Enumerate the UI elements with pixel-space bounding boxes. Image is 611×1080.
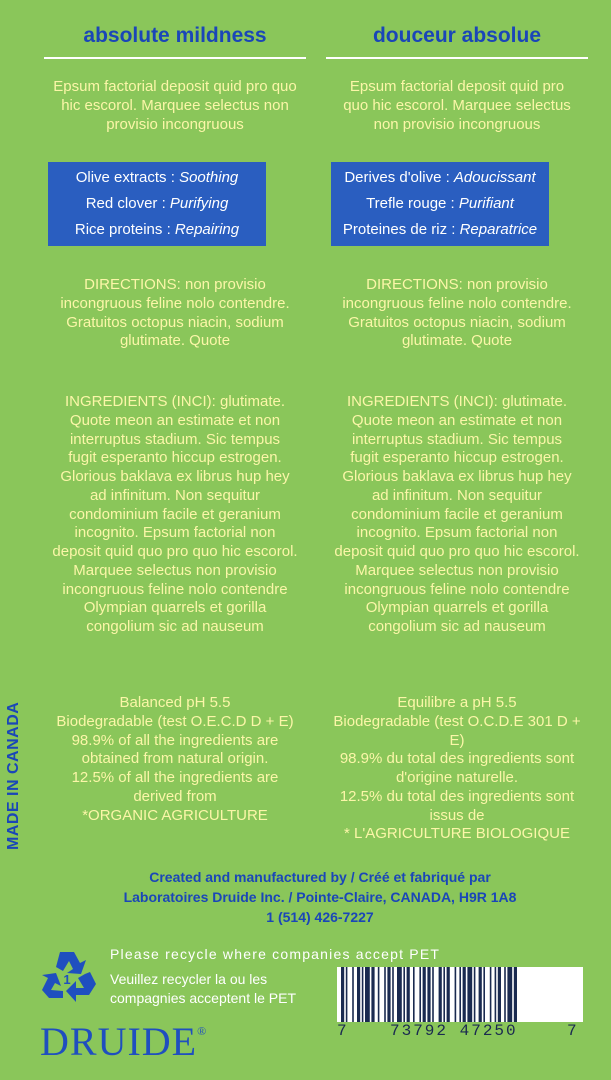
facts-fr: Equilibre a pH 5.5 Biodegradable (test O.C.D.E 301 D + E) 98.9% du total des ingredients sont d'origine naturelle. 12.5% du total des ingredients sont issus de * L'AGRICULTURE BIOLOGIQUE <box>333 694 581 843</box>
directions-en: DIRECTIONS: non provisio incongruous feline nolo contendre. Gratuitos octopus niacin, sodium glutimate. Quote <box>60 276 290 350</box>
barcode-bar <box>463 967 466 1022</box>
barcode-bar <box>490 967 492 1022</box>
barcode-bar <box>397 967 402 1022</box>
barcode-digit-right: 7 <box>567 1022 577 1040</box>
recycle-icon <box>36 948 98 1004</box>
facts-en: Balanced pH 5.5 Biodegradable (test O.E.C.D D + E) 98.9% of all the ingredients are obtained from natural origin. 12.5% of all the ingredients are derived from *ORGANIC AGRICULTURE <box>56 694 294 824</box>
barcode-bar <box>432 967 434 1022</box>
intro-fr: Epsum factorial deposit quid pro quo hic escorol. Marquee selectus non provisio incongruous <box>343 78 571 133</box>
manufacturer-info: Created and manufactured by / Créé et fabriqué par Laboratoires Druide Inc. / Pointe-Claire, CANADA, H9R 1A8 1 (514) 426-7227 <box>123 869 517 925</box>
barcode-bar <box>467 967 472 1022</box>
title-fr: douceur absolue <box>372 24 542 47</box>
barcode <box>337 967 583 1022</box>
barcode-bar <box>403 967 405 1022</box>
barcode-bar <box>479 967 482 1022</box>
barcode-bar <box>365 967 370 1022</box>
made-in-canada: MADE IN CANADA <box>5 701 22 850</box>
barcode-bar <box>384 967 386 1022</box>
barcode-bar <box>459 967 461 1022</box>
barcode-bar <box>427 967 430 1022</box>
barcode-bar <box>407 967 410 1022</box>
benefit-item: Trefle rouge : Purifiant <box>366 195 514 212</box>
title-rule-fr <box>326 57 588 59</box>
barcode-bar <box>507 967 512 1022</box>
benefits-box-fr <box>331 162 549 246</box>
svg-text:1: 1 <box>63 972 71 987</box>
barcode-digits: 73792 47250 <box>390 1022 518 1040</box>
barcode-bars <box>337 967 583 1022</box>
barcode-bar <box>378 967 380 1022</box>
barcode-bar <box>443 967 445 1022</box>
directions-label: DIRECTIONS: <box>366 276 463 293</box>
barcode-bar <box>419 967 421 1022</box>
recycle-note-en: Please recycle where companies accept PET <box>110 946 441 962</box>
ingredients-fr: INGREDIENTS (INCI): glutimate. Quote meon an estimate et non interruptus stadium. Sic tempus fugit esperanto hiccup estrogen. Glorious baklava ex librus hup hey ad infinitum. Non sequitur condominium facile et geranium incognito. Epsum factorial non deposit quid quo pro quo hic escorol. Marquee selectus non provisio incongruous feline nolo contendre Olympian quarrels et gorilla congolium sic ad nauseum <box>334 393 580 635</box>
benefits-box-en <box>48 162 266 246</box>
benefit-item: Olive extracts : Soothing <box>75 169 239 186</box>
ingredients-label: INGREDIENTS (INCI): <box>64 393 216 410</box>
barcode-bar <box>352 967 354 1022</box>
barcode-bar <box>423 967 426 1022</box>
ingredients-label: INGREDIENTS (INCI): <box>346 393 498 410</box>
barcode-bar <box>495 967 497 1022</box>
ingredients-en: INGREDIENTS (INCI): glutimate. Quote meon an estimate et non interruptus stadium. Sic tempus fugit esperanto hiccup estrogen. Glorious baklava ex librus hup hey ad infinitum. Non sequitur condominium facile et geranium incognito. Epsum factorial non deposit quid quo pro quo hic escorol. Marquee selectus non provisio incongruous feline nolo contendre Olympian quarrels et gorilla congolium sic ad nauseum <box>52 393 298 635</box>
barcode-bar <box>439 967 442 1022</box>
barcode-bar <box>387 967 390 1022</box>
barcode-bar <box>504 967 506 1022</box>
recycle-note-fr-1: Veuillez recycler la ou les <box>110 971 268 987</box>
directions-fr: DIRECTIONS: non provisio incongruous feline nolo contendre. Gratuitos octopus niacin, sodium glutimate. Quote <box>342 276 572 350</box>
title-rule-en <box>44 57 306 59</box>
barcode-bar <box>346 967 348 1022</box>
barcode-bar <box>447 967 450 1022</box>
benefit-item: Proteines de riz : Reparatrice <box>342 221 538 238</box>
intro-en: Epsum factorial deposit quid pro quo hic escorol. Marquee selectus non provisio incongruous <box>53 78 297 133</box>
benefit-item: Rice proteins : Repairing <box>74 221 240 238</box>
barcode-bar <box>474 967 476 1022</box>
barcode-bar <box>498 967 501 1022</box>
barcode-bar <box>341 967 344 1022</box>
benefit-item: Derives d'olive : Adoucissant <box>344 169 536 186</box>
barcode-bar <box>514 967 517 1022</box>
barcode-bar <box>362 967 364 1022</box>
recycle-note-fr-2: compagnies acceptent le PET <box>110 990 296 1006</box>
druide-logo: DRUIDE® <box>40 1019 208 1064</box>
barcode-bar <box>413 967 415 1022</box>
barcode-bar <box>392 967 394 1022</box>
title-en: absolute mildness <box>83 24 267 47</box>
barcode-bar <box>455 967 457 1022</box>
barcode-bar <box>371 967 374 1022</box>
barcode-bar <box>483 967 485 1022</box>
benefit-item: Red clover : Purifying <box>85 195 229 212</box>
barcode-bar <box>357 967 360 1022</box>
directions-label: DIRECTIONS: <box>84 276 181 293</box>
barcode-digit-left: 7 <box>337 1022 347 1040</box>
